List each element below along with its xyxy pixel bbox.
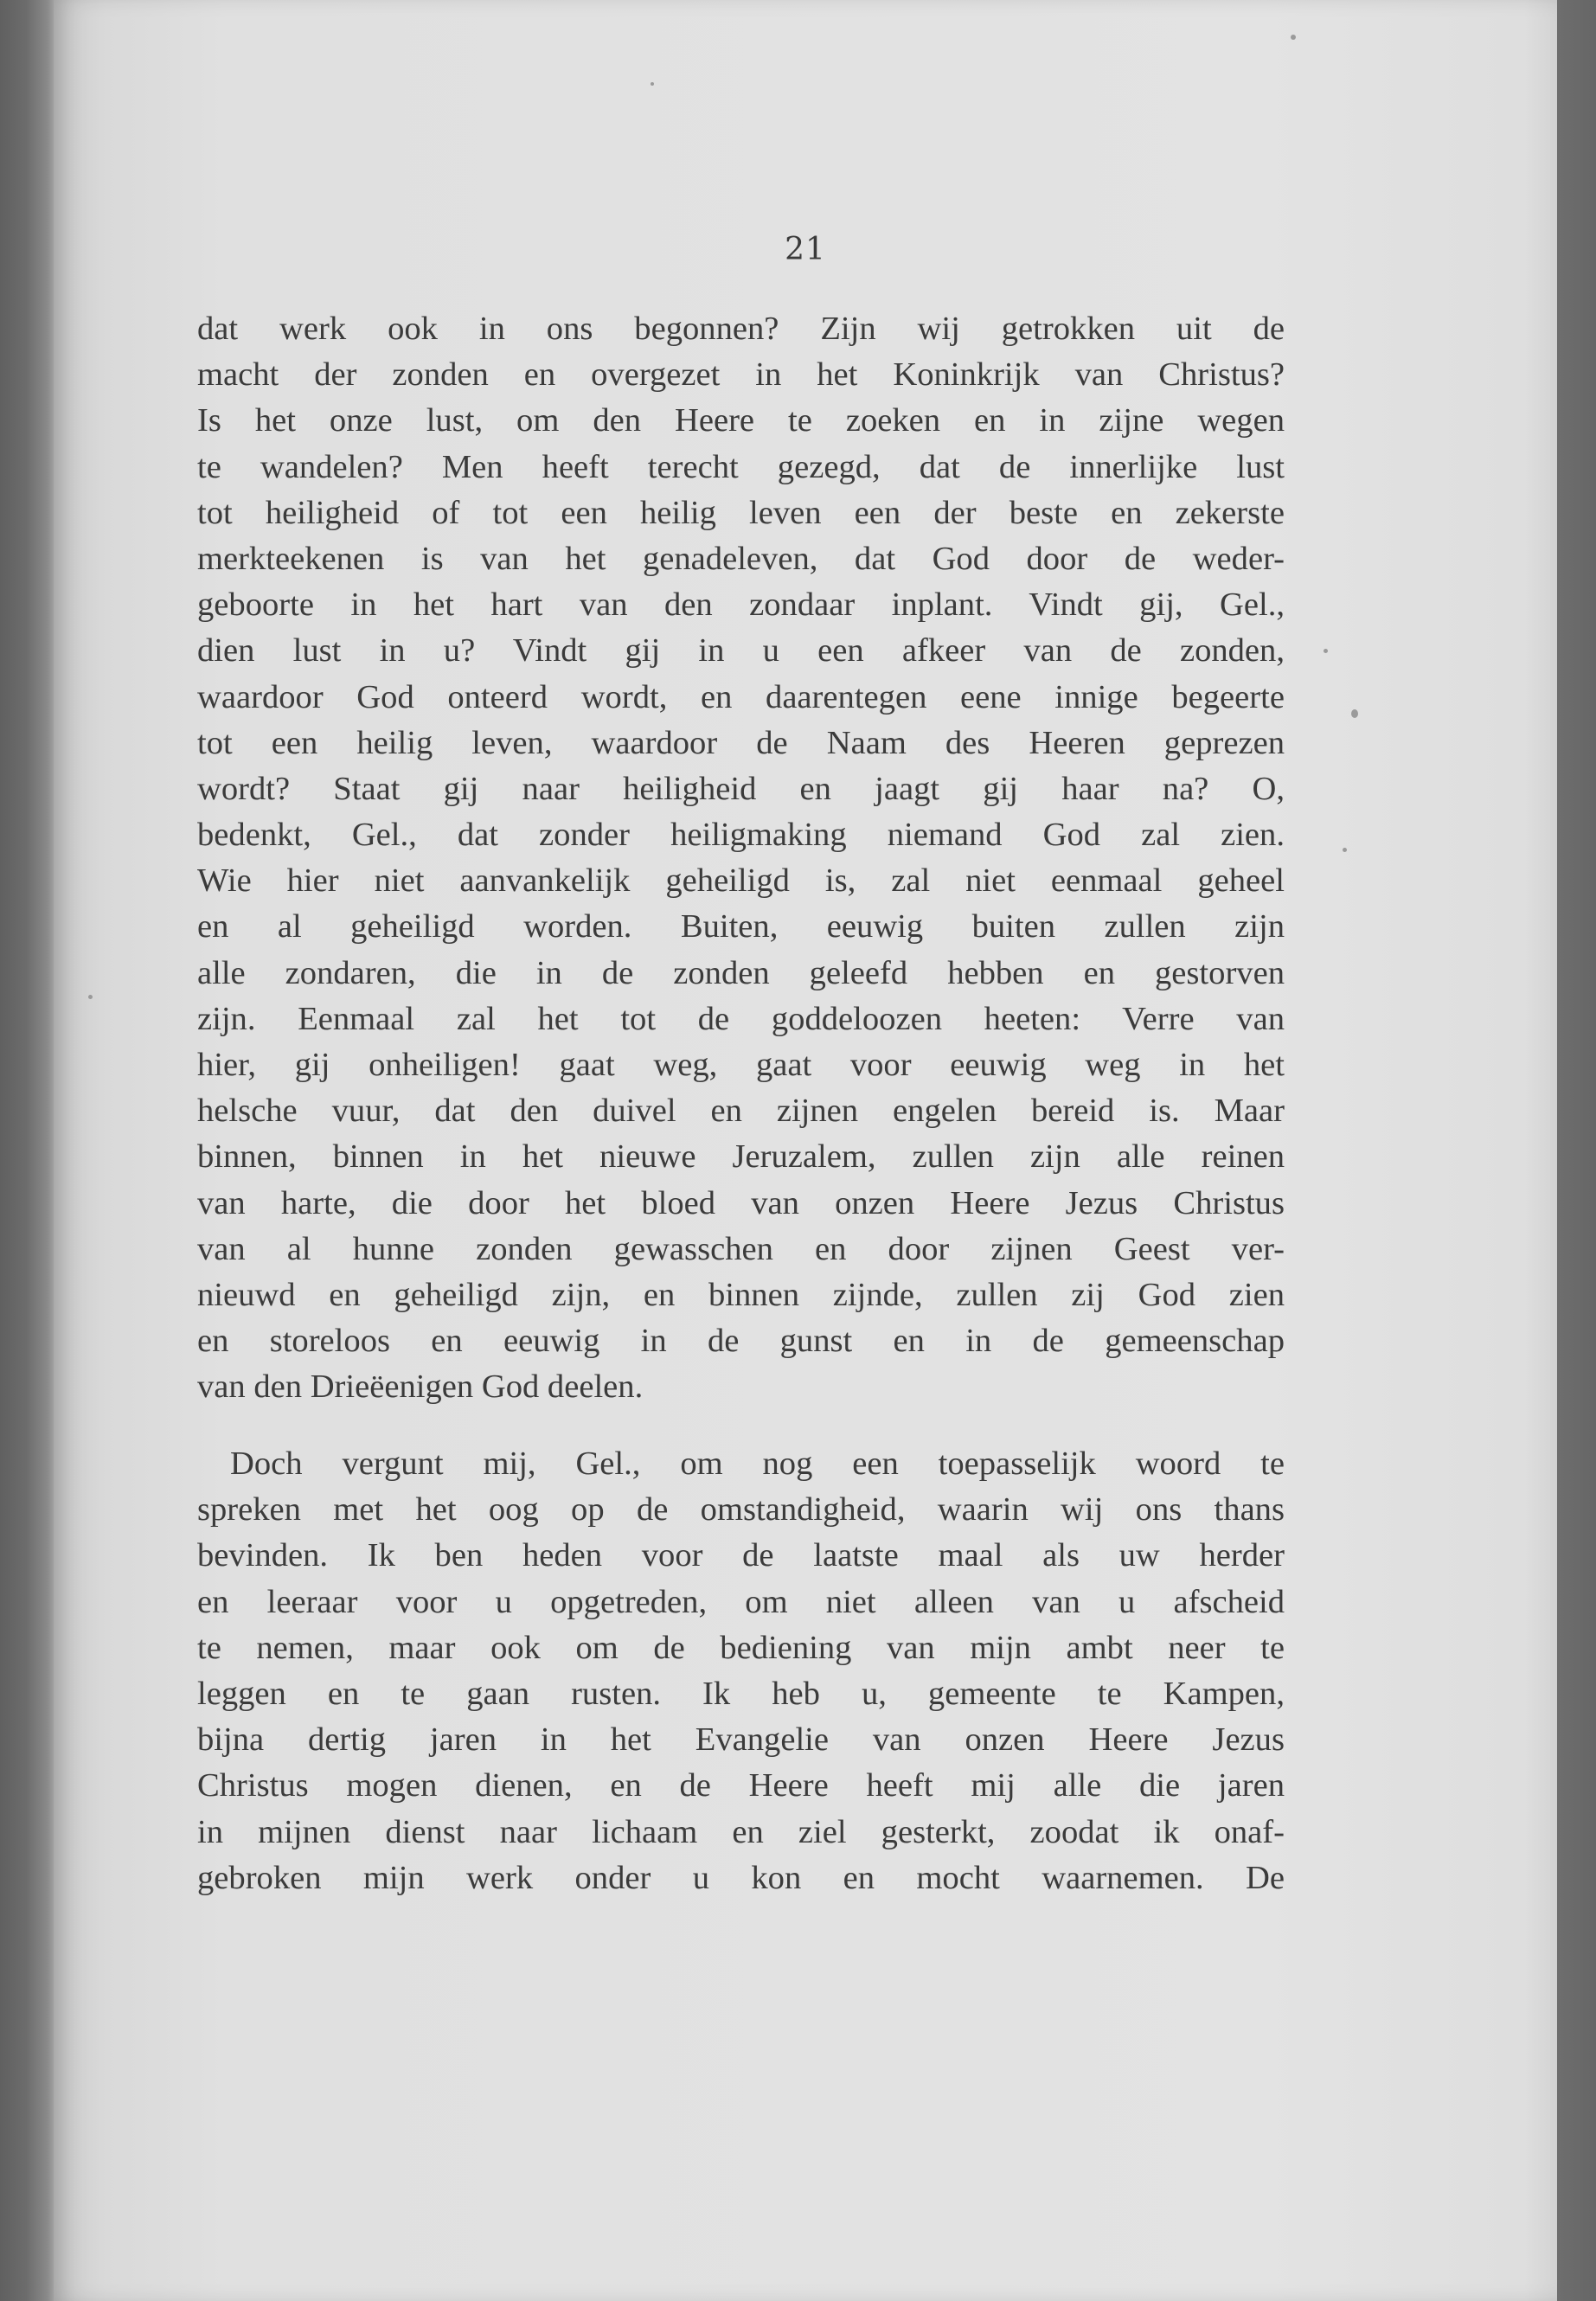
paper-speck	[1351, 709, 1358, 718]
text-line: binnen, binnen in het nieuwe Jeruzalem, zullen zijn alle reinen	[197, 1138, 1285, 1176]
text-line: Doch vergunt mij, Gel., om nog een toepasselijk woord te	[230, 1445, 1285, 1482]
text-line: van al hunne zonden gewasschen en door zijnen Geest ver-	[197, 1230, 1285, 1267]
text-line: dat werk ook in ons begonnen? Zijn wij getrokken uit de	[197, 311, 1285, 347]
text-line: spreken met het oog op de omstandigheid, waarin wij ons thans	[197, 1491, 1285, 1529]
text-line: dien lust in u? Vindt gij in u een afkeer van de zonden,	[197, 632, 1285, 670]
text-line: Wie hier niet aanvankelijk geheiligd is, zal niet eenmaal geheel	[197, 862, 1285, 900]
text-line: Is het onze lust, om den Heere te zoeken en in zijne wegen	[197, 402, 1285, 439]
text-line: tot een heilig leven, waardoor de Naam des Heeren geprezen	[197, 724, 1285, 761]
text-line: en leeraar voor u opgetreden, om niet alleen van u afscheid	[197, 1583, 1285, 1620]
text-line: bevinden. Ik ben heden voor de laatste maal als uw herder	[197, 1537, 1285, 1574]
paper-speck	[88, 995, 93, 999]
text-line: hier, gij onheiligen! gaat weg, gaat voor eeuwig weg in het	[197, 1047, 1285, 1083]
text-line: merkteekenen is van het genadeleven, dat God door de weder-	[197, 540, 1285, 577]
text-line: waardoor God onteerd wordt, en daarentegen eene innige begeerte	[197, 678, 1285, 715]
paper-speck	[1324, 649, 1328, 653]
text-line: van den Drieëenigen God deelen.	[197, 1368, 644, 1406]
text-line: tot heiligheid of tot een heilig leven een der beste en zekerste	[197, 494, 1285, 531]
paragraph-1	[197, 306, 1285, 1411]
paper-speck	[1343, 848, 1347, 852]
text-line: macht der zonden en overgezet in het Koninkrijk van Christus?	[197, 356, 1285, 394]
text-line: te wandelen? Men heeft terecht gezegd, dat de innerlijke lust	[197, 448, 1285, 485]
text-line: gebroken mijn werk onder u kon en mocht waarnemen. De	[197, 1859, 1285, 1896]
text-line: te nemen, maar ook om de bediening van mijn ambt neer te	[197, 1629, 1285, 1666]
text-line: leggen en te gaan rusten. Ik heb u, gemeente te Kampen,	[197, 1675, 1285, 1712]
book-page	[54, 0, 1557, 2301]
text-line: zijn. Eenmaal zal het tot de goddeloozen heeten: Verre van	[197, 1000, 1285, 1037]
paper-speck	[651, 82, 654, 86]
paragraph-2	[197, 1441, 1285, 1901]
text-line: geboorte in het hart van den zondaar inplant. Vindt gij, Gel.,	[197, 586, 1285, 624]
text-line: helsche vuur, dat den duivel en zijnen engelen bereid is. Maar	[197, 1093, 1285, 1130]
text-line: en storeloos en eeuwig in de gunst en in de gemeenschap	[197, 1323, 1285, 1360]
text-line: van harte, die door het bloed van onzen Heere Jezus Christus	[197, 1184, 1285, 1221]
text-line: alle zondaren, die in de zonden geleefd hebben en gestorven	[197, 954, 1285, 991]
text-line: bedenkt, Gel., dat zonder heiligmaking niemand God zal zien.	[197, 817, 1285, 854]
paper-speck	[1291, 35, 1296, 40]
text-line: Christus mogen dienen, en de Heere heeft mij alle die jaren	[197, 1767, 1285, 1804]
text-line: nieuwd en geheiligd zijn, en binnen zijnde, zullen zij God zien	[197, 1276, 1285, 1313]
page-number: 21	[785, 232, 826, 267]
text-line: en al geheiligd worden. Buiten, eeuwig buiten zullen zijn	[197, 908, 1285, 945]
text-line: bijna dertig jaren in het Evangelie van onzen Heere Jezus	[197, 1721, 1285, 1759]
text-line: in mijnen dienst naar lichaam en ziel gesterkt, zoodat ik onaf-	[197, 1813, 1285, 1850]
text-line: wordt? Staat gij naar heiligheid en jaagt gij haar na? O,	[197, 770, 1285, 807]
